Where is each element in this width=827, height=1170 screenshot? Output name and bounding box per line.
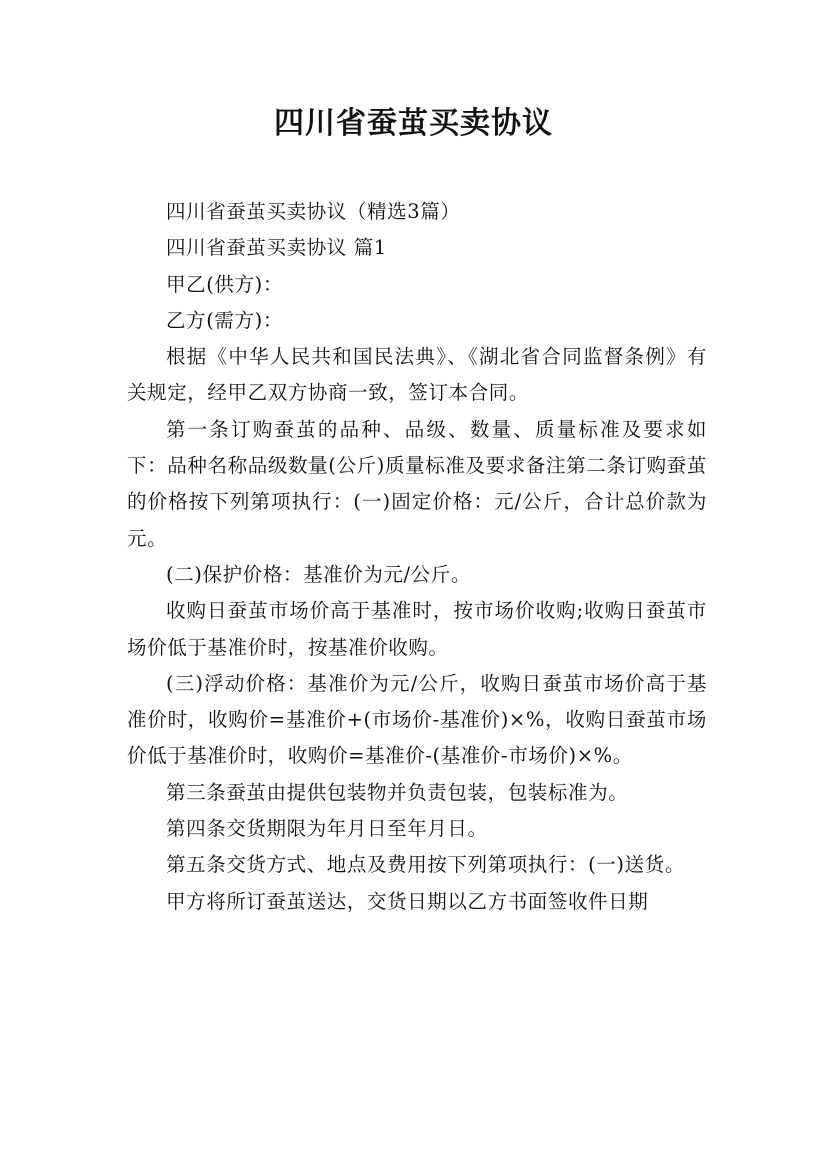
paragraph-floating-price: (三)浮动价格：基准价为元/公斤，收购日蚕茧市场价高于基准价时，收购价=基准价+(市场价-基准价)×%，收购日蚕茧市场价低于基准价时，收购价=基准价-(基准价-市场价)×%。	[127, 671, 707, 768]
paragraph-article-4: 第四条交货期限为年月日至年月日。	[166, 817, 488, 841]
paragraph-party-b: 乙方(需方)：	[166, 308, 283, 332]
paragraph-subtitle: 四川省蚕茧买卖协议（精选3篇）	[166, 200, 461, 223]
document-title: 四川省蚕茧买卖协议	[274, 106, 553, 141]
paragraph-purchase-rule: 收购日蚕茧市场价高于基准时，按市场价收购;收购日蚕茧市场价低于基准价时，按基准价收购。	[127, 599, 707, 659]
paragraph-protected-price: (二)保护价格：基准价为元/公斤。	[166, 562, 471, 586]
paragraph-article-5: 第五条交货方式、地点及费用按下列第项执行：(一)送货。	[166, 853, 685, 877]
paragraph-article-3: 第三条蚕茧由提供包装物并负责包装，包装标准为。	[166, 780, 629, 804]
paragraph-article-1: 第一条订购蚕茧的品种、品级、数量、质量标准及要求如下：品种名称品级数量(公斤)质量标准及要求备注第二条订购蚕茧的价格按下列第项执行：(一)固定价格：元/公斤，合计总价款为元。	[127, 417, 707, 550]
paragraph-section-heading: 四川省蚕茧买卖协议 篇1	[166, 236, 387, 260]
paragraph-delivery: 甲方将所订蚕茧送达，交货日期以乙方书面签收件日期	[166, 889, 649, 913]
document-body	[127, 194, 707, 920]
paragraph-basis: 根据《中华人民共和国民法典》、《湖北省合同监督条例》有关规定，经甲乙双方协商一致，签订本合同。	[127, 345, 707, 405]
paragraph-party-a: 甲乙(供方)：	[166, 272, 283, 296]
